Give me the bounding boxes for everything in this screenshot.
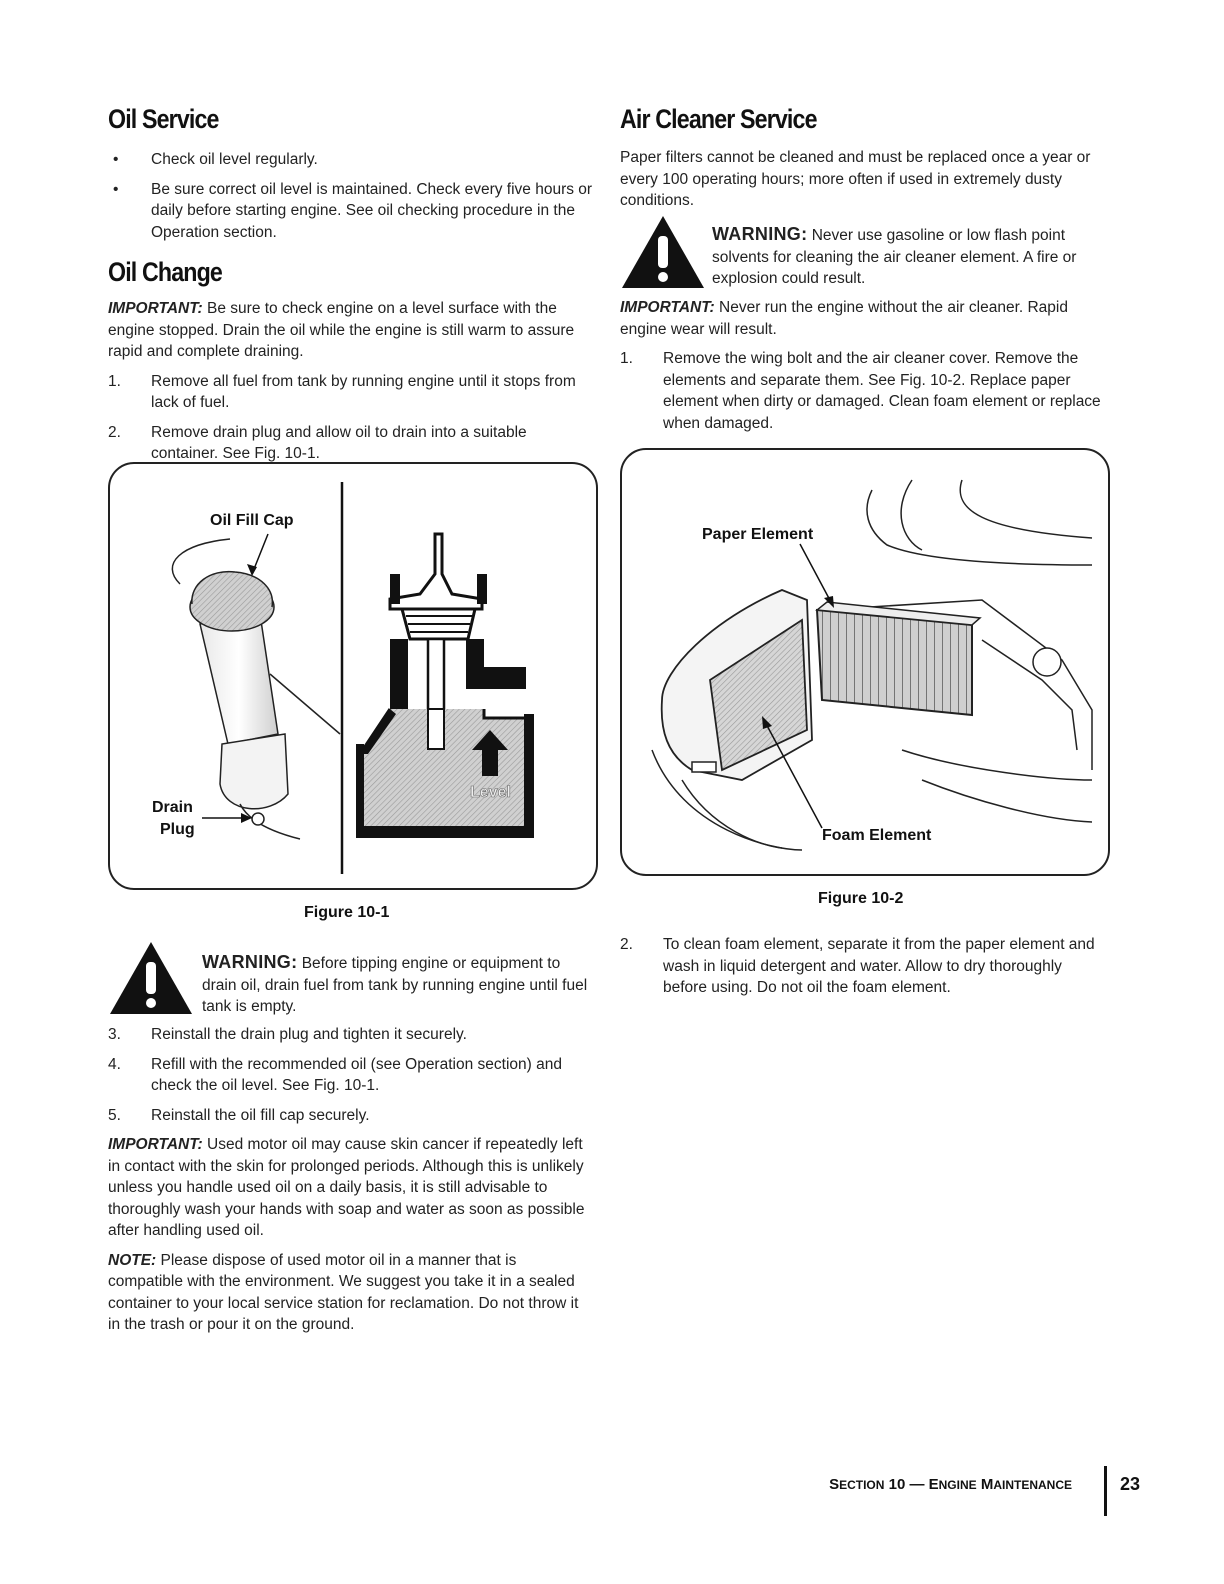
- warning-triangle-icon: [108, 940, 194, 1016]
- oil-diagram: [110, 464, 596, 888]
- bullet-text: Check oil level regularly.: [151, 151, 318, 168]
- warning-title: WARNING:: [712, 224, 808, 244]
- step-item: [620, 348, 1108, 434]
- warning-triangle-icon: [620, 214, 706, 290]
- page-divider: [1104, 1466, 1107, 1516]
- note-text: Please dispose of used motor oil in a manner that is compatible with the environment. We suggest you take it in a sealed container to your local service station for reclamation. Do not throw it in the trash or pour it on the ground.: [108, 1251, 579, 1333]
- step-number: 3.: [108, 1026, 121, 1043]
- bullet-text: Be sure correct oil level is maintained. Check every five hours or daily before starting engine. See oil checking procedure in the Operation section.: [151, 180, 593, 241]
- oil-change-heading: Oil Change: [108, 257, 222, 287]
- step-number: 1.: [108, 372, 121, 390]
- important-text: Used motor oil may cause skin cancer if repeatedly left in contact with the skin for prolonged periods. Although this is unlikely unless you handle used oil on a daily basis, it is still advisable to thoroughly wash your hands with soap and water as soon as possible after handling used oil.: [108, 1136, 585, 1239]
- important-note: [108, 298, 594, 363]
- important-label: IMPORTANT:: [620, 299, 715, 316]
- step-text: Reinstall the drain plug and tighten it securely.: [151, 1026, 467, 1043]
- footer-text: AINTENANCE: [993, 1478, 1072, 1492]
- footer-text: M: [976, 1476, 994, 1493]
- step-item: [108, 1024, 594, 1046]
- important-note: [620, 297, 1108, 340]
- air-cleaner-diagram: [622, 450, 1108, 874]
- figure-10-1: [108, 462, 598, 890]
- right-column-step2: [620, 934, 1108, 999]
- warning-text: Before tipping engine or equipment to drain oil, drain fuel from tank by running engine until fuel tank is empty.: [202, 955, 588, 1015]
- drain-plug-shape: [252, 813, 264, 825]
- warning-tipping: [108, 940, 594, 1020]
- foam-element-label: Foam Element: [822, 827, 932, 844]
- plug-label: Plug: [160, 821, 195, 838]
- footer-text: 10 — E: [884, 1476, 939, 1493]
- important-text: Be sure to check engine on a level surface with the engine stopped. Drain the oil while the engine is still warm to assure rapid and complete draining.: [108, 300, 575, 360]
- paper-element-label: Paper Element: [702, 526, 814, 543]
- note-label: NOTE:: [108, 1251, 157, 1269]
- bullet-item: [108, 179, 594, 244]
- important-text: Never run the engine without the air cleaner. Rapid engine wear will result.: [620, 299, 1068, 338]
- air-cleaner-intro: Paper filters cannot be cleaned and must be replaced once a year or every 100 operating hours; more often if used in extremely dusty conditions.: [620, 149, 1091, 209]
- step-item: [108, 1054, 594, 1097]
- important-label: IMPORTANT:: [108, 1136, 203, 1153]
- step-text: To clean foam element, separate it from the paper element and wash in liquid detergent and water. Allow to dry thoroughly before using. Do not oil the foam element.: [663, 936, 1095, 996]
- step-text: Reinstall the oil fill cap securely.: [151, 1106, 370, 1124]
- footer-text: NGINE: [938, 1478, 977, 1492]
- right-column-continued: [620, 297, 1108, 434]
- paper-element-shape: [817, 610, 972, 715]
- warning-text-block: [712, 224, 1104, 290]
- footer-text: ECTION: [839, 1478, 885, 1492]
- oil-fill-cap-label: Oil Fill Cap: [210, 512, 294, 529]
- step-item: [108, 422, 594, 465]
- important-label: IMPORTANT:: [108, 300, 203, 317]
- step-number: 5.: [108, 1106, 121, 1124]
- step-item: [108, 371, 594, 414]
- step-number: 2.: [108, 423, 121, 441]
- step-text: Remove drain plug and allow oil to drain into a suitable container. See Fig. 10-1.: [151, 423, 527, 462]
- figure-10-2: [620, 448, 1110, 876]
- right-column: [620, 104, 1108, 212]
- step-number: 4.: [108, 1055, 121, 1073]
- step-text: Remove all fuel from tank by running engine until it stops from lack of fuel.: [151, 372, 576, 411]
- bullet-item: [108, 149, 594, 171]
- oil-service-heading: Oil Service: [108, 104, 219, 134]
- drain-label: Drain: [152, 799, 193, 816]
- step-item: [620, 934, 1108, 999]
- left-column-continued: [108, 1024, 594, 1336]
- step-number: 2.: [620, 936, 633, 953]
- page-number: 23: [1120, 1474, 1141, 1494]
- section-footer: [829, 1476, 1072, 1493]
- warning-title: WARNING:: [202, 952, 298, 972]
- bullet-mark: •: [113, 151, 119, 168]
- bullet-mark: •: [113, 180, 119, 198]
- level-label: Level: [470, 784, 511, 801]
- figure-10-1-caption: Figure 10-1: [304, 904, 390, 921]
- step-number: 1.: [620, 350, 633, 367]
- left-column: [108, 104, 594, 465]
- step-item: [108, 1105, 594, 1127]
- important-note: [108, 1134, 594, 1242]
- step-text: Refill with the recommended oil (see Operation section) and check the oil level. See Fig. 10-1.: [151, 1055, 562, 1094]
- warning-text: Never use gasoline or low flash point solvents for cleaning the air cleaner element. A fire or explosion could result.: [712, 227, 1077, 287]
- figure-10-2-caption: Figure 10-2: [818, 890, 904, 907]
- warning-gasoline: [620, 214, 1108, 294]
- footer-text: S: [829, 1476, 840, 1493]
- step-text: Remove the wing bolt and the air cleaner cover. Remove the elements and separate them. See Fig. 10-2. Replace paper element when dirty or damaged. Clean foam element or replace when damaged.: [663, 350, 1101, 432]
- note: [108, 1250, 594, 1336]
- warning-text-block: [202, 952, 594, 1018]
- air-cleaner-heading: Air Cleaner Service: [620, 104, 817, 134]
